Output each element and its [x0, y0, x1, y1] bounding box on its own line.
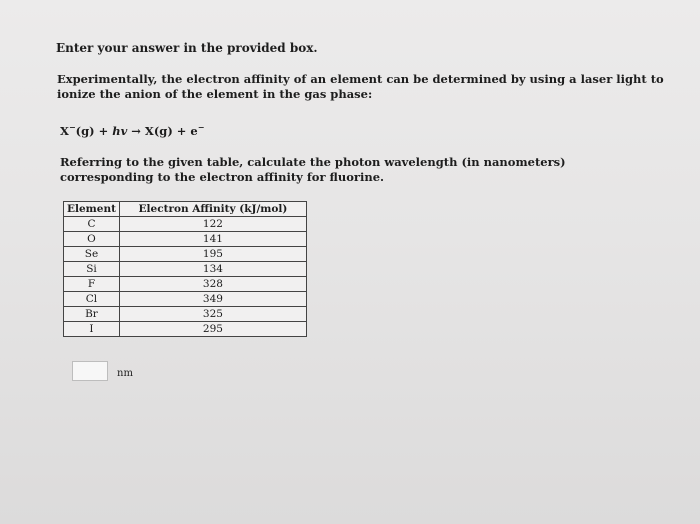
cell-affinity: 295	[119, 322, 306, 337]
cell-affinity: 195	[119, 247, 306, 262]
table-header-row	[64, 202, 307, 217]
eq-reactant-state: (g) +	[75, 124, 113, 138]
cell-affinity: 328	[119, 277, 306, 292]
cell-affinity: 325	[119, 307, 306, 322]
table-row	[64, 292, 307, 307]
cell-affinity: 122	[119, 217, 306, 232]
eq-reactant-charge: −	[68, 122, 76, 133]
cell-element: I	[64, 322, 120, 337]
cell-element: Se	[64, 247, 120, 262]
table-row	[64, 232, 307, 247]
eq-product: X(g) + e	[144, 124, 198, 138]
table-row	[64, 322, 307, 337]
header-element: Element	[64, 202, 120, 217]
answer-unit: nm	[117, 368, 133, 379]
cell-affinity: 134	[119, 262, 306, 277]
cell-element: F	[64, 277, 120, 292]
eq-arrow: →	[127, 124, 145, 138]
table-row	[64, 217, 307, 232]
question-paragraph: Referring to the given table, calculate the photon wavelength (in nanometers) corresponding to the electron affinity for fluorine.	[60, 155, 566, 184]
table-row	[64, 277, 307, 292]
problem-paragraph: Experimentally, the electron affinity of an element can be determined by using a laser light to ionize the anion of the element in the gas phase:	[57, 72, 664, 101]
table-row	[64, 247, 307, 262]
cell-affinity: 349	[119, 292, 306, 307]
cell-element: C	[64, 217, 120, 232]
electron-affinity-table	[63, 201, 307, 337]
cell-element: O	[64, 232, 120, 247]
eq-photon: hv	[112, 124, 128, 138]
eq-electron-charge: −	[197, 122, 205, 133]
eq-reactant: X	[60, 124, 69, 138]
cell-element: Si	[64, 262, 120, 277]
table-row	[64, 307, 307, 322]
cell-element: Cl	[64, 292, 120, 307]
header-electron-affinity: Electron Affinity (kJ/mol)	[119, 202, 306, 217]
answer-input[interactable]	[72, 361, 108, 381]
cell-element: Br	[64, 307, 120, 322]
table-row	[64, 262, 307, 277]
ionization-equation	[60, 124, 204, 139]
cell-affinity: 141	[119, 232, 306, 247]
instruction-text: Enter your answer in the provided box.	[56, 41, 318, 55]
